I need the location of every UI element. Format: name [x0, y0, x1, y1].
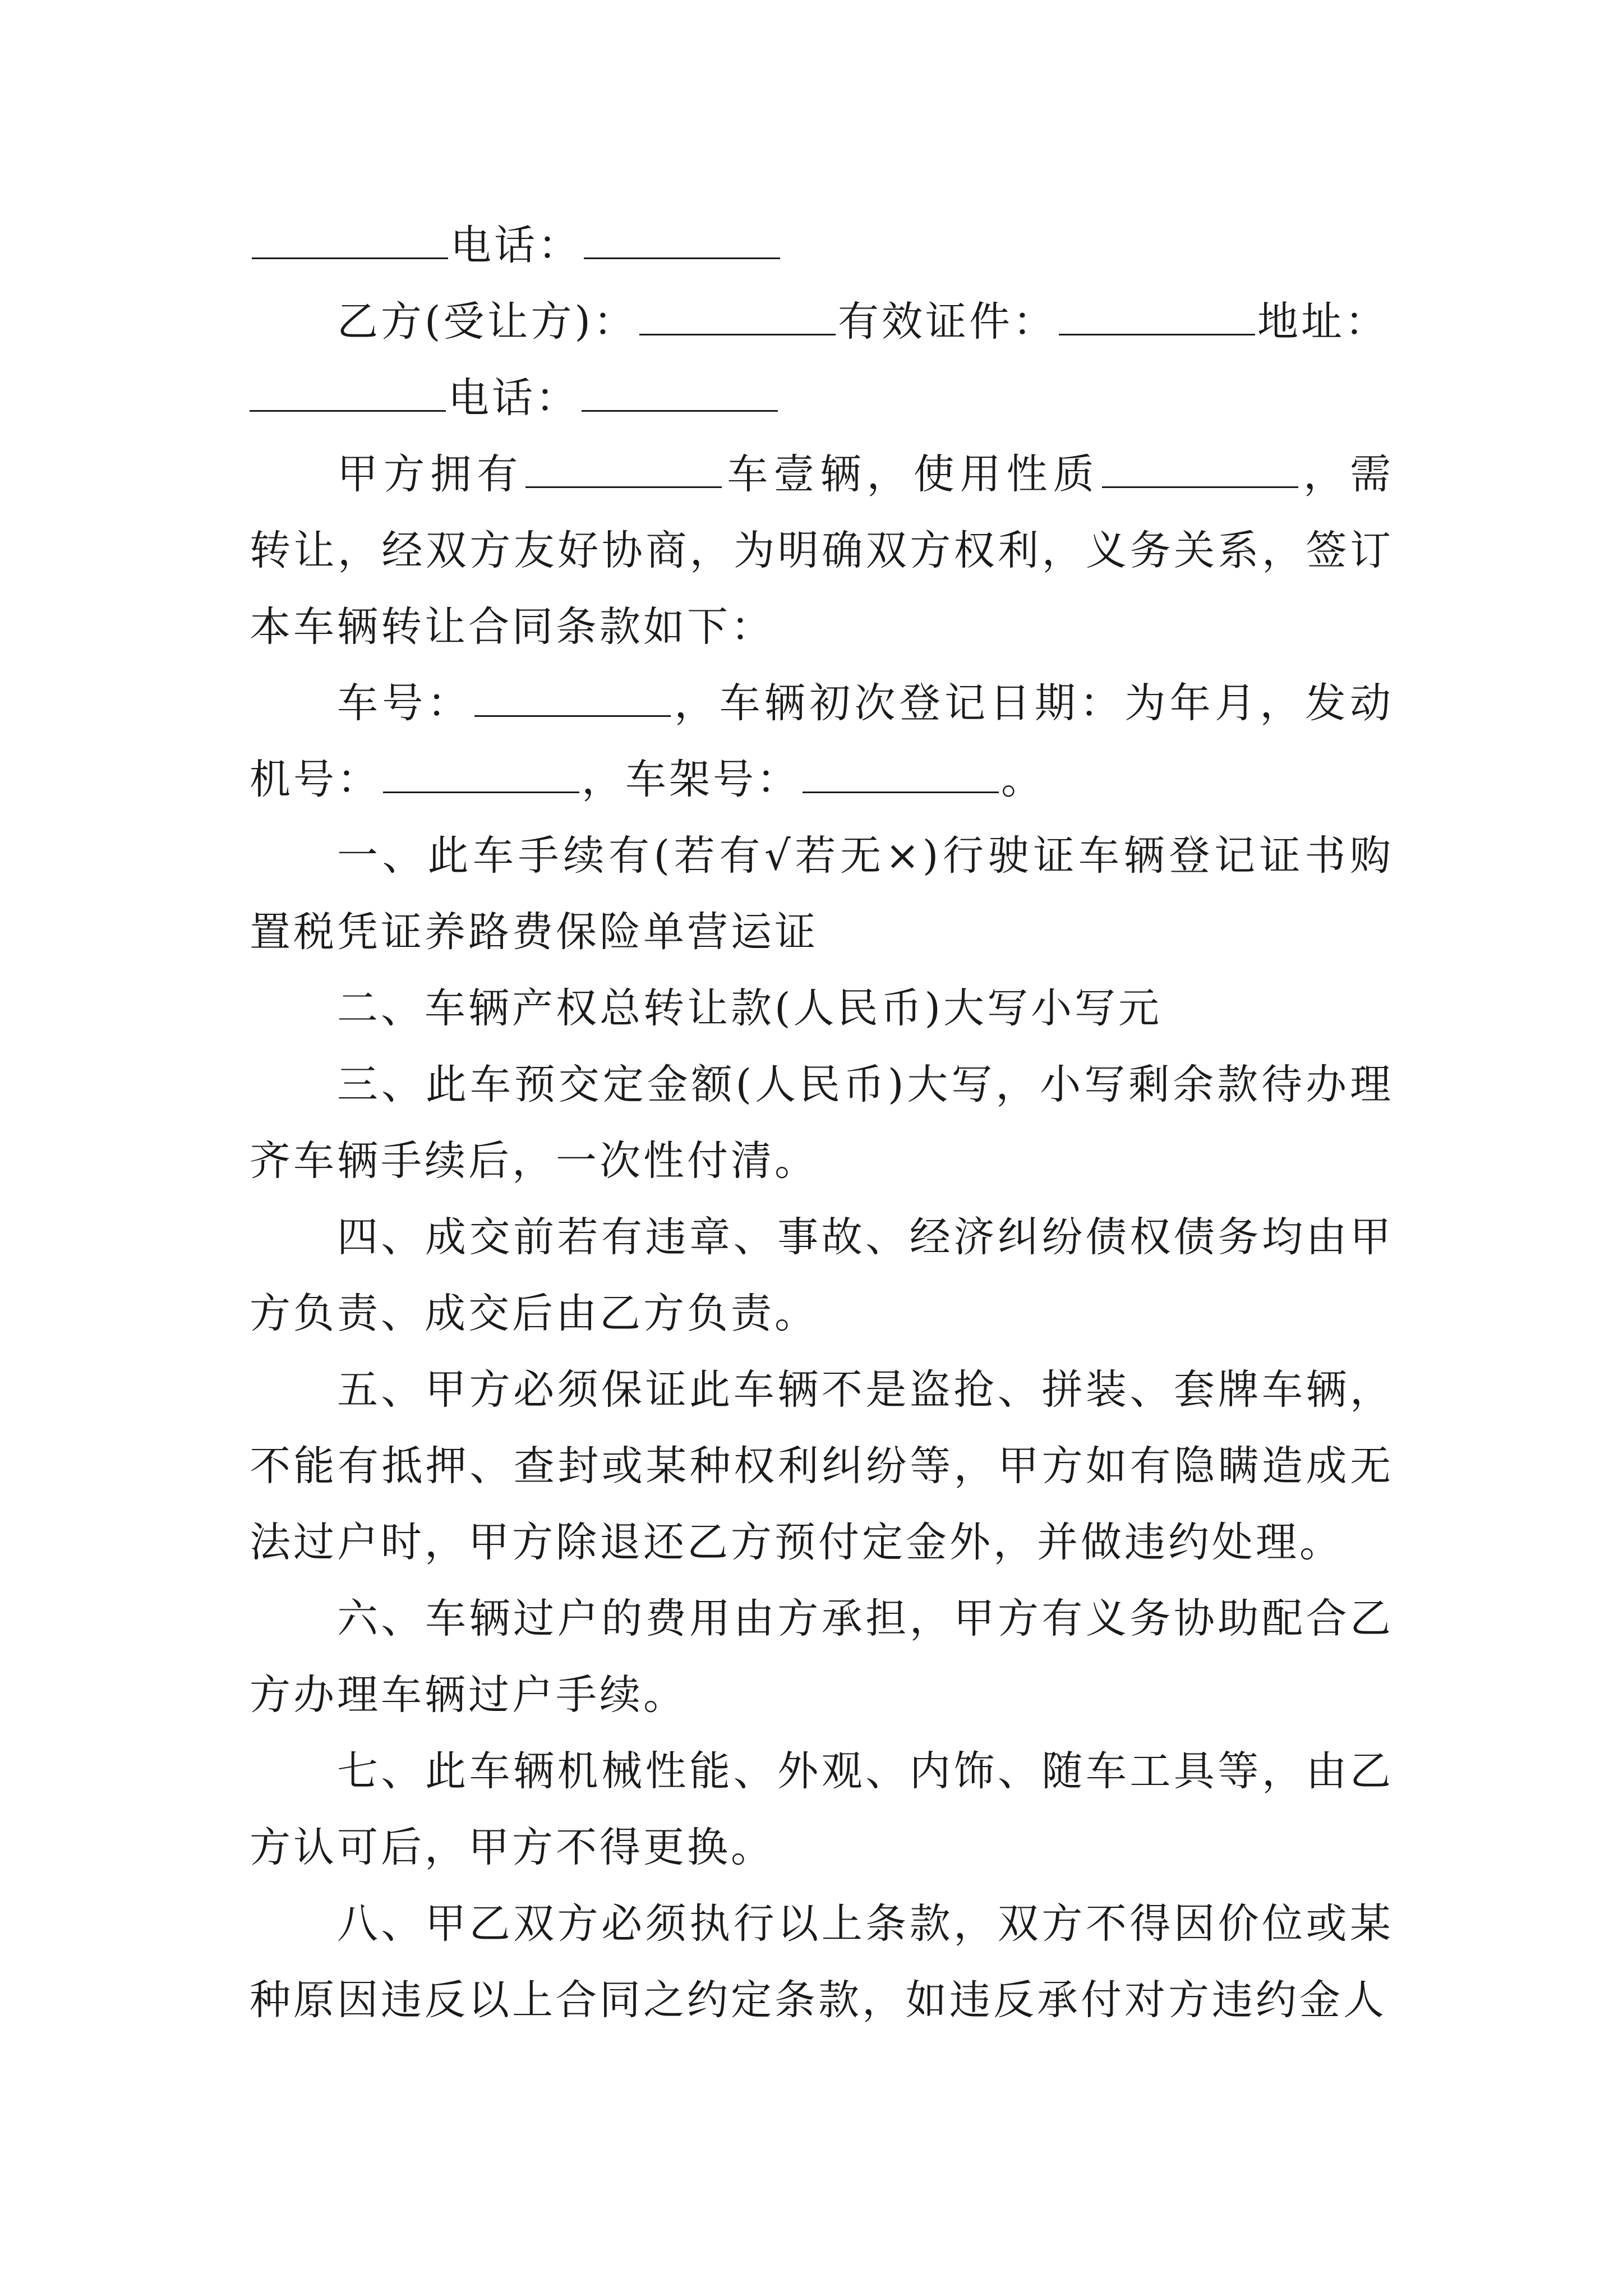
plate-label: 车号：: [337, 679, 472, 727]
id-label: 有效证件：: [837, 298, 1057, 346]
intro-paragraph: [250, 436, 1394, 665]
clause-6: 六、车辆过户的费用由方承担，甲方有义务协助配合乙方办理车辆过户手续。: [250, 1595, 1394, 1719]
clause-3: 三、此车预交定金额(人民币)大写，小写剩余款待办理齐车辆手续后，一次性付清。: [250, 1061, 1394, 1185]
party-b-label: 乙方(受让方)：: [337, 298, 637, 346]
party-b-phone-label: 电话：: [448, 374, 579, 422]
intro-text-2: 车壹辆，使用性质: [724, 450, 1100, 498]
blank-field: [639, 300, 836, 335]
blank-field: [584, 224, 780, 259]
clause-4: 四、成交前若有违章、事故、经济纠纷债权债务均由甲方负责、成交后由乙方负责。: [250, 1213, 1394, 1337]
blank-field: [1102, 453, 1298, 488]
address-label: 地址：: [1257, 298, 1389, 346]
clause-2: 二、车辆产权总转让款(人民币)大写小写元: [337, 984, 1162, 1032]
party-a-phone-line: [250, 208, 1394, 284]
vehicle-mid-text: ，车辆初次登记日期：为年月，发动机号：: [250, 679, 1394, 803]
blank-field: [252, 224, 448, 259]
vehicle-end-text: 。: [1001, 756, 1045, 803]
intro-text-1: 甲方拥有: [337, 450, 524, 498]
blank-field: [250, 376, 446, 412]
party-b-line: [250, 284, 1394, 436]
intro-text-3: ，需转让，经双方友好协商，为明确双方权利，义务关系，签订本车辆转让合同条款如下：: [250, 450, 1394, 651]
blank-field: [474, 682, 671, 717]
blank-field: [803, 758, 999, 793]
contract-page: [250, 208, 1394, 2039]
blank-field: [383, 758, 579, 793]
frame-label: ，车架号：: [582, 756, 800, 803]
phone-label: 电话：: [450, 222, 582, 269]
clause-8: 八、甲乙双方必须执行以上条款，双方不得因价位或某种原因违反以上合同之约定条款，如违反承付对方违约金人: [250, 1900, 1394, 2024]
clause-5: 五、甲方必须保证此车辆不是盗抢、拼装、套牌车辆，不能有抵押、查封或某种权利纠纷等，甲方如有隐瞒造成无法过户时，甲方除退还乙方预付定金外，并做违约处理。: [250, 1366, 1394, 1566]
blank-field: [525, 453, 722, 488]
vehicle-info-paragraph: [250, 665, 1394, 818]
blank-field: [1059, 300, 1255, 335]
blank-field: [582, 376, 778, 412]
clause-1: 一、此车手续有(若有√若无×)行驶证车辆登记证书购置税凭证养路费保险单营运证: [250, 832, 1394, 956]
clause-7: 七、此车辆机械性能、外观、内饰、随车工具等，由乙方认可后，甲方不得更换。: [250, 1747, 1394, 1871]
